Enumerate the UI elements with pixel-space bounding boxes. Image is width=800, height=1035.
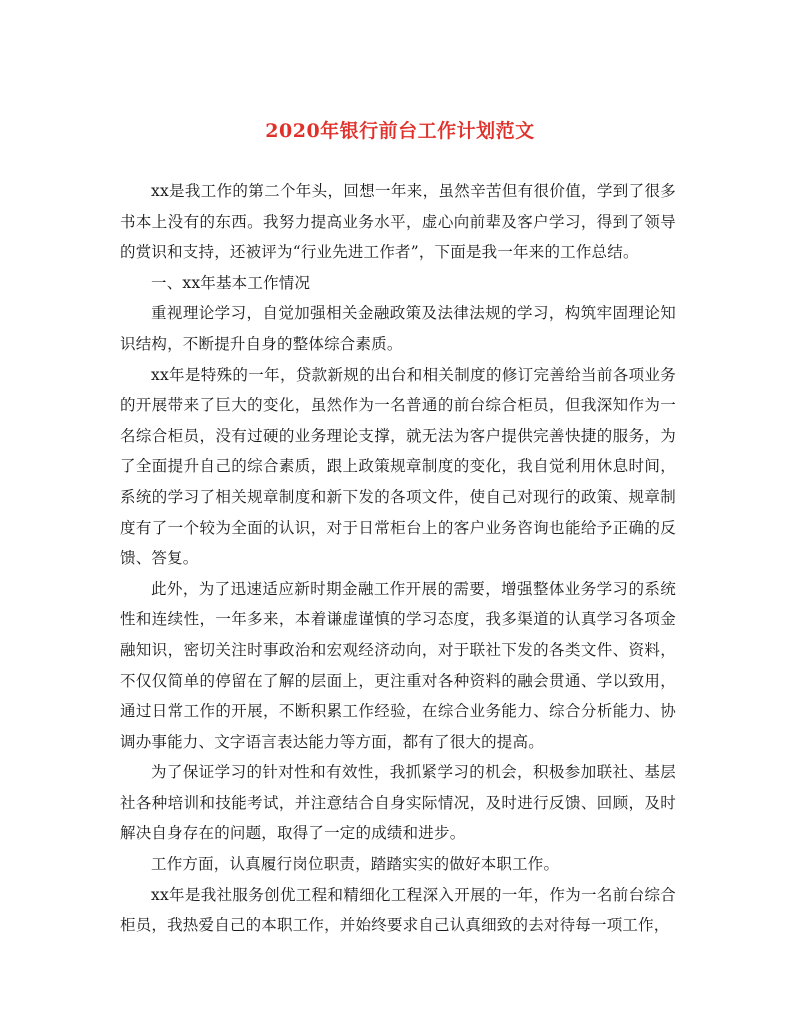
paragraph-learning-effectiveness: 为了保证学习的针对性和有效性，我抓紧学习的机会，积极参加联社、基层社各种培训和技能考试，并注意结合自身实际情况，及时进行反馈、回顾，及时解决自身存在的问题，取得了一定的成绩和进步。 [120, 763, 676, 843]
paragraph-work-aspect: 工作方面，认真履行岗位职责，踏踏实实的做好本职工作。 [151, 855, 560, 874]
paragraph-special-year: xx年是特殊的一年，贷款新规的出台和相关制度的修订完善给当前各项业务的开展带来了巨大的变化，虽然作为一名普通的前台综合柜员，但我深知作为一名综合柜员，没有过硬的业务理论支撑，就无法为客户提供完善快捷的服务，为了全面提升自己的综合素质，跟上政策规章制度的变化，我自觉利用休息时间，系统的学习了相关规章制度和新下发的各项文件，使自己对现行的政策、规章制度有了一个较为全面的认识，对于日常柜台上的客户业务咨询也能给予正确的反馈、答复。 [120, 365, 676, 568]
section-heading: 一、xx年基本工作情况 [151, 273, 311, 292]
paragraph-additionally: 此外，为了迅速适应新时期金融工作开展的需要，增强整体业务学习的系统性和连续性，一年多来，本着谦虚谨慎的学习态度，我多渠道的认真学习各项金融知识，密切关注时事政治和宏观经济动向，对于联社下发的各类文件、资料，不仅仅简单的停留在了解的层面上，更注重对各种资料的融会贯通、学以致用，通过日常工作的开展，不断积累工作经验，在综合业务能力、综合分析能力、协调办事能力、文字语言表达能力等方面，都有了很大的提高。 [120, 579, 676, 751]
paragraph-service-excellence: xx年是我社服务创优工程和精细化工程深入开展的一年，作为一名前台综合柜员，我热爱自己的本职工作，并始终要求自己认真细致的去对待每一项工作， [120, 885, 676, 935]
paragraph-intro: xx是我工作的第二个年头，回想一年来，虽然辛苦但有很价值，学到了很多书本上没有的东西。我努力提高业务水平，虚心向前辈及客户学习，得到了领导的赏识和支持，还被评为“行业先进工作者”，下面是我一年来的工作总结。 [120, 182, 676, 262]
document-body [120, 176, 676, 941]
paragraph-theory-study: 重视理论学习，自觉加强相关金融政策及法律法规的学习，构筑牢固理论知识结构，不断提升自身的整体综合素质。 [120, 304, 676, 353]
document-title: 2020年银行前台工作计划范文 [265, 120, 535, 142]
